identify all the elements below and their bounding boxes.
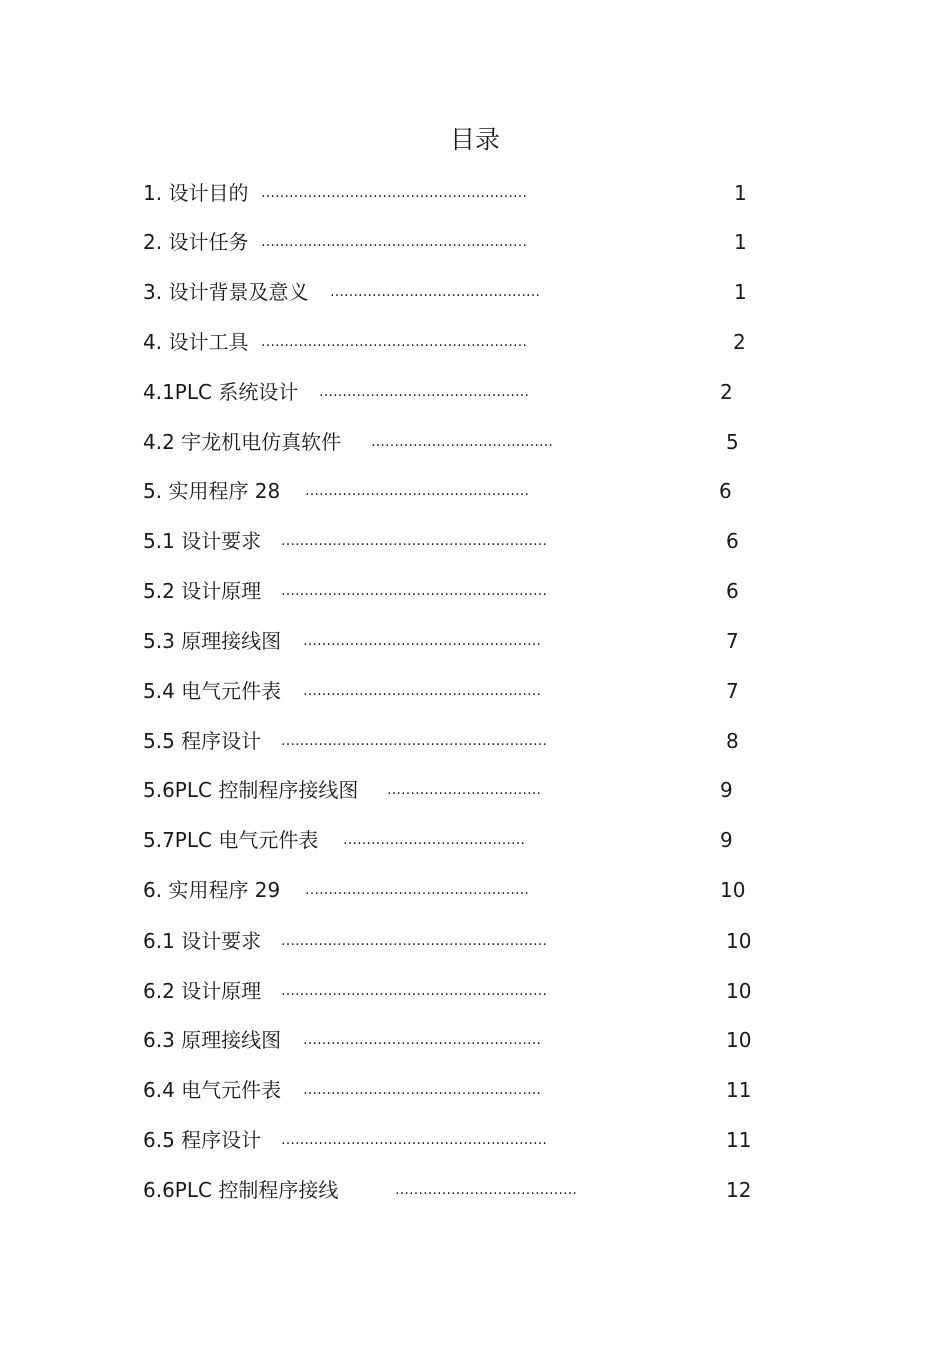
toc-entry-label: 2. 设计任务 (143, 230, 249, 254)
toc-entry[interactable] (143, 1175, 803, 1205)
toc-dot-leader: …………………………… (387, 782, 541, 798)
toc-entry-label: 4.1PLC 系统设计 (143, 380, 299, 404)
toc-dot-leader: ………………………………………………… (281, 983, 547, 999)
toc-dot-leader: …………………………………………… (303, 1032, 541, 1048)
toc-entry[interactable] (143, 427, 803, 457)
toc-entry-label: 5.1 设计要求 (143, 529, 262, 553)
toc-entry-page-number: 12 (726, 1178, 752, 1202)
toc-entry-page-number: 1 (734, 181, 747, 205)
toc-entry[interactable] (143, 526, 803, 556)
toc-entry-label: 1. 设计目的 (143, 181, 249, 205)
toc-dot-leader: ……………………………………… (330, 284, 540, 300)
toc-entry[interactable] (143, 476, 803, 506)
toc-entry[interactable] (143, 626, 803, 656)
toc-entry[interactable] (143, 1125, 803, 1155)
toc-entry-label: 5.5 程序设计 (143, 729, 262, 753)
toc-entry-label: 5. 实用程序 28 (143, 479, 281, 503)
toc-dot-leader: ………………………………………………… (261, 234, 527, 250)
toc-entry-label: 5.7PLC 电气元件表 (143, 828, 319, 852)
toc-entry-page-number: 6 (726, 579, 739, 603)
toc-entry[interactable] (143, 775, 803, 805)
toc-entry[interactable] (143, 327, 803, 357)
toc-dot-leader: ………………………………… (343, 832, 525, 848)
toc-entry-label: 3. 设计背景及意义 (143, 280, 309, 304)
toc-entry-page-number: 2 (720, 380, 733, 404)
toc-entry-label: 6.4 电气元件表 (143, 1078, 282, 1102)
toc-entry-page-number: 6 (726, 529, 739, 553)
toc-entry-page-number: 5 (726, 430, 739, 454)
toc-entry-label: 6. 实用程序 29 (143, 878, 281, 902)
toc-entry-label: 6.1 设计要求 (143, 929, 262, 953)
toc-entry[interactable] (143, 1025, 803, 1055)
toc-entry-page-number: 1 (734, 280, 747, 304)
toc-entry[interactable] (143, 726, 803, 756)
toc-entry[interactable] (143, 1075, 803, 1105)
toc-entry-page-number: 7 (726, 679, 739, 703)
toc-entry[interactable] (143, 926, 803, 956)
toc-entry-page-number: 2 (733, 330, 746, 354)
toc-entry-page-number: 10 (726, 979, 752, 1003)
toc-entry-page-number: 11 (726, 1128, 752, 1152)
toc-entry[interactable] (143, 576, 803, 606)
toc-entry[interactable] (143, 227, 803, 257)
toc-entry[interactable] (143, 875, 803, 905)
toc-entry-label: 6.6PLC 控制程序接线 (143, 1178, 339, 1202)
toc-entry[interactable] (143, 277, 803, 307)
toc-dot-leader: …………………………………………… (303, 683, 541, 699)
page-title: 目录 (449, 125, 500, 154)
toc-entry-page-number: 10 (726, 1028, 752, 1052)
toc-dot-leader: ………………………………………………… (281, 1132, 547, 1148)
toc-entry-label: 4. 设计工具 (143, 330, 249, 354)
toc-entry[interactable] (143, 676, 803, 706)
toc-entry[interactable] (143, 178, 803, 208)
toc-entry-page-number: 9 (720, 778, 733, 802)
toc-entry-label: 6.2 设计原理 (143, 979, 262, 1003)
toc-entry-page-number: 9 (720, 828, 733, 852)
toc-dot-leader: ………………………………………… (305, 882, 529, 898)
toc-entry-label: 5.6PLC 控制程序接线图 (143, 778, 359, 802)
toc-entry-page-number: 10 (720, 878, 746, 902)
toc-dot-leader: …………………………………………… (303, 633, 541, 649)
toc-entry-label: 6.3 原理接线图 (143, 1028, 282, 1052)
toc-entry-label: 5.4 电气元件表 (143, 679, 282, 703)
toc-dot-leader: ………………………………………………… (261, 185, 527, 201)
toc-entry-label: 5.3 原理接线图 (143, 629, 282, 653)
toc-dot-leader: ………………………………………………… (281, 733, 547, 749)
toc-dot-leader: ………………………………… (371, 434, 553, 450)
toc-dot-leader: ……………………………………… (319, 384, 529, 400)
toc-dot-leader: ………………………………… (395, 1182, 577, 1198)
toc-entry[interactable] (143, 825, 803, 855)
toc-entry[interactable] (143, 976, 803, 1006)
toc-entry-page-number: 1 (734, 230, 747, 254)
toc-entry-page-number: 8 (726, 729, 739, 753)
toc-dot-leader: ………………………………………………… (281, 533, 547, 549)
toc-entry-label: 4.2 宇龙机电仿真软件 (143, 430, 342, 454)
toc-dot-leader: ………………………………………………… (281, 933, 547, 949)
toc-dot-leader: ………………………………………………… (281, 583, 547, 599)
toc-entry-label: 6.5 程序设计 (143, 1128, 262, 1152)
toc-dot-leader: …………………………………………… (303, 1082, 541, 1098)
toc-entry-page-number: 11 (726, 1078, 752, 1102)
toc-entry-page-number: 10 (726, 929, 752, 953)
toc-dot-leader: ………………………………………………… (261, 334, 527, 350)
toc-entry[interactable] (143, 377, 803, 407)
toc-dot-leader: ………………………………………… (305, 483, 529, 499)
toc-entry-page-number: 7 (726, 629, 739, 653)
toc-entry-page-number: 6 (719, 479, 732, 503)
toc-entry-label: 5.2 设计原理 (143, 579, 262, 603)
